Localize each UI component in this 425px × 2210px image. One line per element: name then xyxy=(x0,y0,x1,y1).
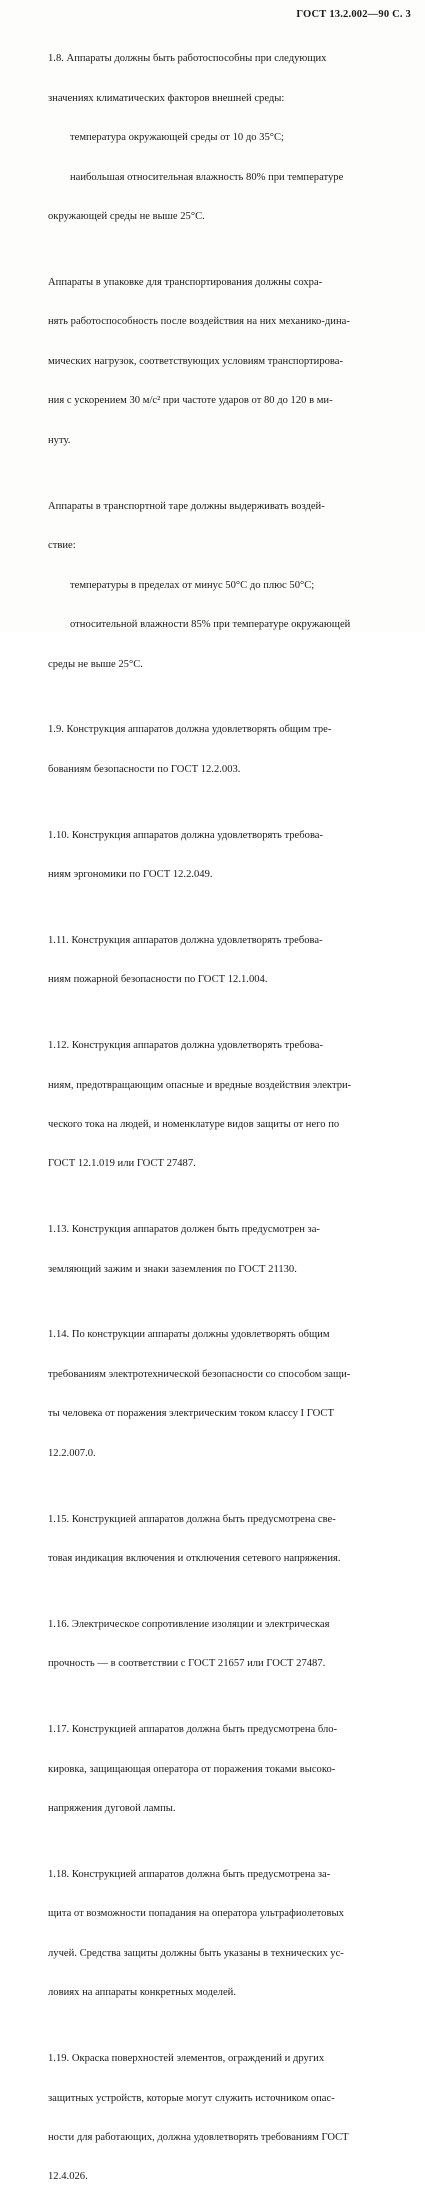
text-line: 1.19. Окраска поверхностей элементов, ограждений и других xyxy=(48,2053,325,2065)
text-line: ниям пожарной безопасности по ГОСТ 12.1.004. xyxy=(48,974,268,986)
text-line: бованиям безопасности по ГОСТ 12.2.003. xyxy=(48,763,241,775)
text-line: 1.17. Конструкцией аппаратов должна быть предусмотрена бло- xyxy=(48,1724,338,1736)
text-line: 1.15. Конструкцией аппаратов должна быть предусмотрена све- xyxy=(48,1513,336,1525)
text-line: 1.14. По конструкции аппараты должны удовлетворять общим xyxy=(48,1329,330,1341)
text-line: ния с ускорением 30 м/с² при частоте ударов от 80 до 120 в ми- xyxy=(48,395,333,407)
text-line: ности для работающих, должна удовлетворять требованиям ГОСТ xyxy=(48,2132,349,2143)
text-line: 1.12. Конструкция аппаратов должна удовлетворять требова- xyxy=(48,1040,324,1052)
text-line: мических нагрузок, соответствующих условиям транспортирова- xyxy=(48,355,344,367)
text-line: 12.4.026. xyxy=(48,2171,88,2183)
paragraph-1-17 xyxy=(26,1697,410,1842)
text-line: температуры в пределах от минус 50°С до плюс 50°С; xyxy=(70,579,315,591)
text-line: кировка, защищающая оператора от поражения токами высоко- xyxy=(48,1763,336,1775)
text-line: прочность — в соответствии с ГОСТ 21657 или ГОСТ 27487. xyxy=(48,1658,326,1670)
text-line: 1.11. Конструкция аппаратов должна удовлетворять требова- xyxy=(48,934,323,946)
text-line: наибольшая относительная влажность 80% при температуре xyxy=(70,171,344,183)
paragraph-1-13 xyxy=(26,1197,410,1302)
paragraph-1-18 xyxy=(26,1842,410,2026)
text-line: ческого тока на людей, и номенклатуре видов защиты от него по xyxy=(48,1118,340,1130)
text-line: нуту. xyxy=(48,434,71,446)
text-line: 1.13. Конструкция аппаратов должен быть предусмотрен за- xyxy=(48,1224,320,1236)
text-line: 1.16. Электрическое сопротивление изоляции и электрическая xyxy=(48,1618,330,1630)
text-line: 1.8. Аппараты должны быть работоспособны при следующих xyxy=(48,53,327,65)
paragraph-1-9 xyxy=(26,697,410,802)
text-line: температура окружающей среды от 10 до 35°С; xyxy=(70,132,285,144)
text-line: 1.18. Конструкцией аппаратов должна быть предусмотрена за- xyxy=(48,1868,331,1880)
text-line: ты человека от поражения электрическим током классу I ГОСТ xyxy=(48,1408,334,1420)
paragraph-1-8 xyxy=(26,26,410,250)
text-line: ниям, предотвращающим опасные и вредные воздействия электри- xyxy=(48,1079,352,1091)
document-body xyxy=(26,26,410,2210)
text-line: Аппараты в транспортной таре должны выдерживать воздей- xyxy=(48,500,325,512)
text-line: окружающей среды не выше 25°С. xyxy=(48,211,205,223)
text-line: среды не выше 25°С. xyxy=(48,658,143,670)
text-line: земляющий зажим и знаки заземления по ГОСТ 21130. xyxy=(48,1263,297,1275)
text-line: 1.10. Конструкция аппаратов должна удовлетворять требова- xyxy=(48,829,324,841)
paragraph-1-15 xyxy=(26,1486,410,1591)
text-line: щита от возможности попадания на оператора ультрафиолетовых xyxy=(48,1908,344,1920)
text-line: Аппараты в упаковке для транспортирования должны сохра- xyxy=(48,276,323,288)
paragraph-1-19 xyxy=(26,2026,410,2210)
text-line: 1.9. Конструкция аппаратов должна удовлетворять общим тре- xyxy=(48,724,332,736)
text-line: относительной влажности 85% при температуре окружающей xyxy=(70,619,351,631)
text-line: ГОСТ 12.1.019 или ГОСТ 27487. xyxy=(48,1158,196,1170)
paragraph-1-12 xyxy=(26,1013,410,1197)
paragraph-1-16 xyxy=(26,1592,410,1697)
paragraph-1-10 xyxy=(26,802,410,907)
text-line: товая индикация включения и отключения сетевого напряжения. xyxy=(48,1553,341,1565)
text-line: ствие: xyxy=(48,540,76,552)
paragraph-transport-pack xyxy=(26,250,410,474)
text-line: 12.2.007.0. xyxy=(48,1447,96,1459)
text-line: напряжения дуговой лампы. xyxy=(48,1803,176,1815)
page-header: ГОСТ 13.2.002—90 С. 3 xyxy=(296,9,411,20)
text-line: значениях климатических факторов внешней среды: xyxy=(48,92,285,104)
paragraph-1-11 xyxy=(26,907,410,1012)
paragraph-transport-tare xyxy=(26,473,410,697)
text-line: ниям эргономики по ГОСТ 12.2.049. xyxy=(48,869,213,880)
paragraph-1-14 xyxy=(26,1302,410,1486)
text-line: требованиям электротехнической безопасности со способом защи- xyxy=(48,1368,351,1380)
text-line: защитных устройств, которые могут служить источником опас- xyxy=(48,2092,335,2104)
text-line: нять работоспособность после воздействия на них механико-динa- xyxy=(48,316,350,328)
text-line: лучей. Средства защиты должны быть указаны в технических ус- xyxy=(48,1947,344,1959)
text-line: ловиях на аппараты конкретных моделей. xyxy=(48,1987,236,1999)
